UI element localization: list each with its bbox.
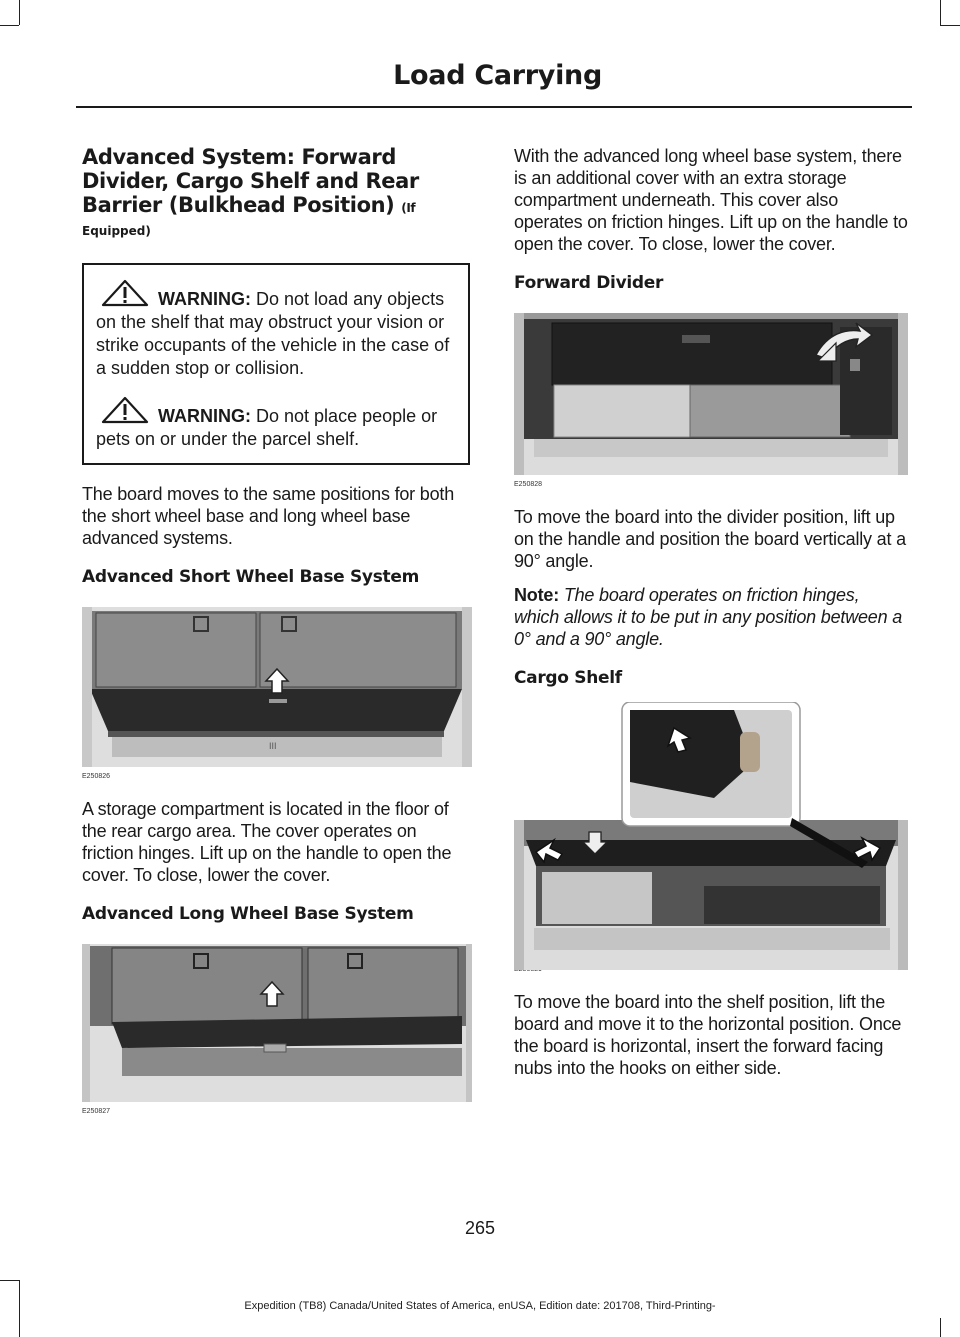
warning-label: WARNING: <box>158 406 251 426</box>
warning-text: Do not load any objects on the shelf that may obstruct your vision or strike occupants of the vehicle in the case of a sudden stop or collision. <box>96 289 450 378</box>
page-header-title: Load Carrying <box>393 60 602 91</box>
crop-mark <box>940 1318 941 1337</box>
figure-forward-divider <box>514 313 908 475</box>
paragraph-storage: A storage compartment is located in the floor of the rear cargo area. The cover operates on friction hinges. Lift up on the handle to open the cover. To close, lower the cover. <box>82 799 452 885</box>
subheading-cargo-shelf: Cargo Shelf <box>514 668 622 688</box>
left-column <box>82 145 472 1115</box>
note-label: Note: <box>514 585 559 605</box>
paragraph-divider: To move the board into the divider position, lift up on the handle and position the board vertically at a 90° angle. <box>514 507 906 571</box>
warning-box <box>82 263 470 465</box>
cargo-area-illustration <box>514 313 908 475</box>
cargo-area-illustration <box>514 702 908 970</box>
figure-code: E250826 <box>82 773 111 780</box>
warning-triangle-icon <box>100 279 152 307</box>
paragraph-long-cover: With the advanced long wheel base system, there is an additional cover with an extra storage compartment underneath. This cover also operates on friction hinges. Lift up on the handle to open the cover. To close, lower the cover. <box>514 146 908 254</box>
cargo-area-illustration <box>82 944 472 1102</box>
section-title-suffix-2: Equipped) <box>82 224 151 238</box>
warning-label: WARNING: <box>158 289 251 309</box>
figure-code: E250827 <box>82 1108 111 1115</box>
header-rule <box>76 106 912 108</box>
warning-1 <box>96 279 456 380</box>
svg-text:III: III <box>269 741 277 751</box>
right-column <box>514 145 908 1079</box>
crop-mark <box>940 25 960 26</box>
crop-mark <box>0 1280 19 1281</box>
figure-long-wheel-base <box>82 944 472 1102</box>
section-title-main: Advanced System: Forward Divider, Cargo Shelf and Rear Barrier (Bulkhead Position) <box>82 145 419 217</box>
footer-edition-info: Expedition (TB8) Canada/United States of America, enUSA, Edition date: 201708, Third-Printing- <box>244 1300 716 1312</box>
figure-cargo-shelf <box>514 702 908 970</box>
crop-mark <box>19 0 20 25</box>
figure-short-wheel-base <box>82 607 472 767</box>
figure-code: E250828 <box>514 481 543 488</box>
section-title-suffix: (If <box>401 201 416 215</box>
paragraph-board-moves: The board moves to the same positions for both the short wheel base and long wheel base advanced systems. <box>82 484 455 548</box>
note-text: The board operates on friction hinges, which allows it to be put in any position between a 0° and a 90° angle. <box>514 585 903 649</box>
subheading-forward-divider: Forward Divider <box>514 273 664 293</box>
paragraph-shelf: To move the board into the shelf position, lift the board and move it to the horizontal position. Once the board is horizontal, insert the forward facing nubs into the hooks on either side. <box>514 992 902 1078</box>
note <box>514 584 908 650</box>
crop-mark <box>940 0 941 25</box>
cargo-area-illustration <box>82 607 472 767</box>
section-title <box>82 145 472 220</box>
subheading-short-wheel-base: Advanced Short Wheel Base System <box>82 567 419 587</box>
page-number: 265 <box>464 1218 496 1238</box>
subheading-long-wheel-base: Advanced Long Wheel Base System <box>82 904 414 924</box>
warning-triangle-icon <box>100 396 152 424</box>
crop-mark <box>0 25 19 26</box>
warning-2 <box>96 396 456 451</box>
warning-text: Do not place people or pets on or under the parcel shelf. <box>96 406 438 449</box>
